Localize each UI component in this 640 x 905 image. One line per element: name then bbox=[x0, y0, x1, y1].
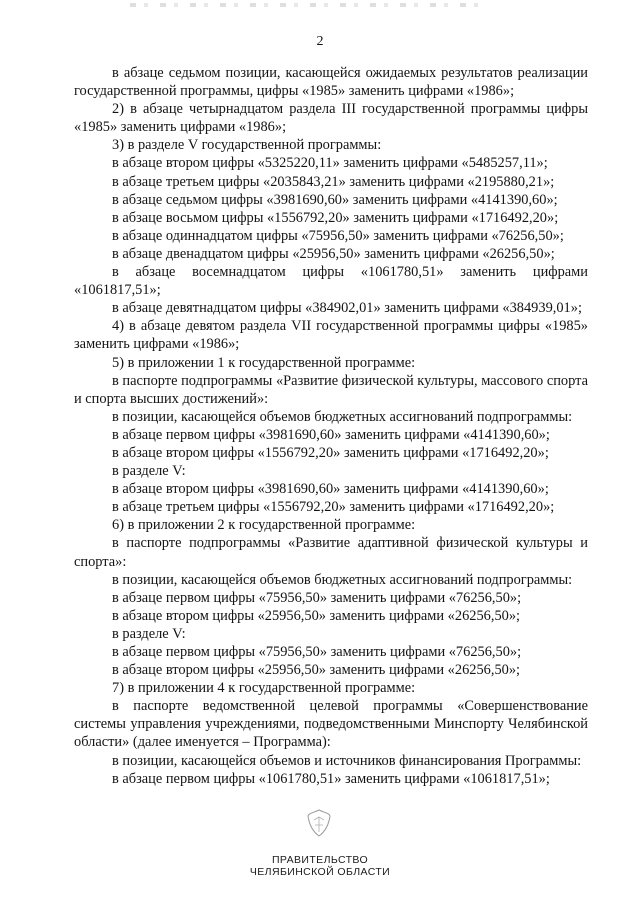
paragraph: в абзаце первом цифры «1061780,51» заменить цифрами «1061817,51»; bbox=[112, 770, 550, 787]
paragraph: в паспорте подпрограммы «Развитие физической культуры, массового спорта и спорта высших достижений»: bbox=[74, 372, 588, 407]
page-number: 2 bbox=[316, 34, 324, 49]
paragraph: в абзаце втором цифры «25956,50» заменить цифрами «26256,50»; bbox=[112, 662, 521, 679]
paragraph: в абзаце седьмом позиции, касающейся ожидаемых результатов реализации государственной программы, цифры «1985» заменить цифрами «1986»; bbox=[74, 65, 588, 100]
paragraph: 2) в абзаце четырнадцатом раздела III государственной программы цифры «1985» заменить цифрами «1986»; bbox=[74, 101, 588, 136]
paragraph: в абзаце восемнадцатом цифры «1061780,51» заменить цифрами «1061817,51»; bbox=[74, 264, 588, 299]
paragraph: в позиции, касающейся объемов бюджетных ассигнований подпрограммы: bbox=[112, 408, 573, 425]
government-stamp bbox=[0, 854, 640, 878]
paragraph: в абзаце восьмом цифры «1556792,20» заменить цифрами «1716492,20»; bbox=[112, 209, 559, 226]
stamp-line-1: ПРАВИТЕЛЬСТВО bbox=[271, 854, 369, 866]
scan-artifact bbox=[130, 3, 490, 7]
paragraph: в абзаце двенадцатом цифры «25956,50» заменить цифрами «26256,50»; bbox=[112, 245, 555, 262]
paragraph: в абзаце первом цифры «75956,50» заменить цифрами «76256,50»; bbox=[112, 644, 522, 660]
paragraph: в абзаце одиннадцатом цифры «75956,50» заменить цифрами «76256,50»; bbox=[112, 227, 564, 244]
paragraph: в абзаце втором цифры «1556792,20» заменить цифрами «1716492,20»; bbox=[112, 444, 549, 461]
paragraph: в абзаце третьем цифры «2035843,21» заменить цифрами «2195880,21»; bbox=[112, 173, 555, 190]
paragraph: 6) в приложении 2 к государственной программе: bbox=[112, 517, 416, 534]
coat-of-arms-icon bbox=[304, 808, 334, 838]
paragraph: 5) в приложении 1 к государственной программе: bbox=[112, 354, 416, 371]
paragraph: в паспорте ведомственной целевой программы «Совершенствование системы управления учреждениями, подведомственными Минспорту Челябинской области» (далее именуется – Программа): bbox=[74, 698, 588, 751]
paragraph: в позиции, касающейся объемов и источников финансирования Программы: bbox=[112, 752, 582, 769]
paragraph: в абзаце первом цифры «75956,50» заменить цифрами «76256,50»; bbox=[112, 589, 522, 606]
paragraph: в паспорте подпрограммы «Развитие адаптивной физической культуры и спорта»: bbox=[74, 535, 588, 570]
paragraph: в абзаце втором цифры «5325220,11» заменить цифрами «5485257,11»; bbox=[112, 155, 548, 172]
paragraph: в позиции, касающейся объемов бюджетных ассигнований подпрограммы: bbox=[112, 571, 573, 588]
paragraph: в разделе V: bbox=[112, 463, 186, 480]
paragraph: в абзаце первом цифры «3981690,60» заменить цифрами «4141390,60»; bbox=[112, 426, 550, 443]
paragraph: в абзаце седьмом цифры «3981690,60» заменить цифрами «4141390,60»; bbox=[112, 191, 558, 208]
paragraph: 4) в абзаце девятом раздела VII государственной программы цифры «1985» заменить цифрами «1986»; bbox=[74, 318, 588, 353]
paragraph: в абзаце втором цифры «3981690,60» заменить цифрами «4141390,60»; bbox=[112, 481, 549, 498]
paragraph: в абзаце втором цифры «25956,50» заменить цифрами «26256,50»; bbox=[112, 607, 521, 624]
paragraph: в абзаце третьем цифры «1556792,20» заменить цифрами «1716492,20»; bbox=[112, 499, 555, 516]
paragraph: 7) в приложении 4 к государственной программе: bbox=[112, 680, 416, 697]
paragraph: в разделе V: bbox=[112, 625, 186, 642]
document-body bbox=[74, 64, 588, 788]
paragraph: 3) в разделе V государственной программы: bbox=[112, 137, 382, 154]
paragraph: в абзаце девятнадцатом цифры «384902,01» заменить цифрами «384939,01»; bbox=[112, 300, 582, 317]
stamp-line-2: ЧЕЛЯБИНСКОЙ ОБЛАСТИ bbox=[249, 866, 391, 878]
